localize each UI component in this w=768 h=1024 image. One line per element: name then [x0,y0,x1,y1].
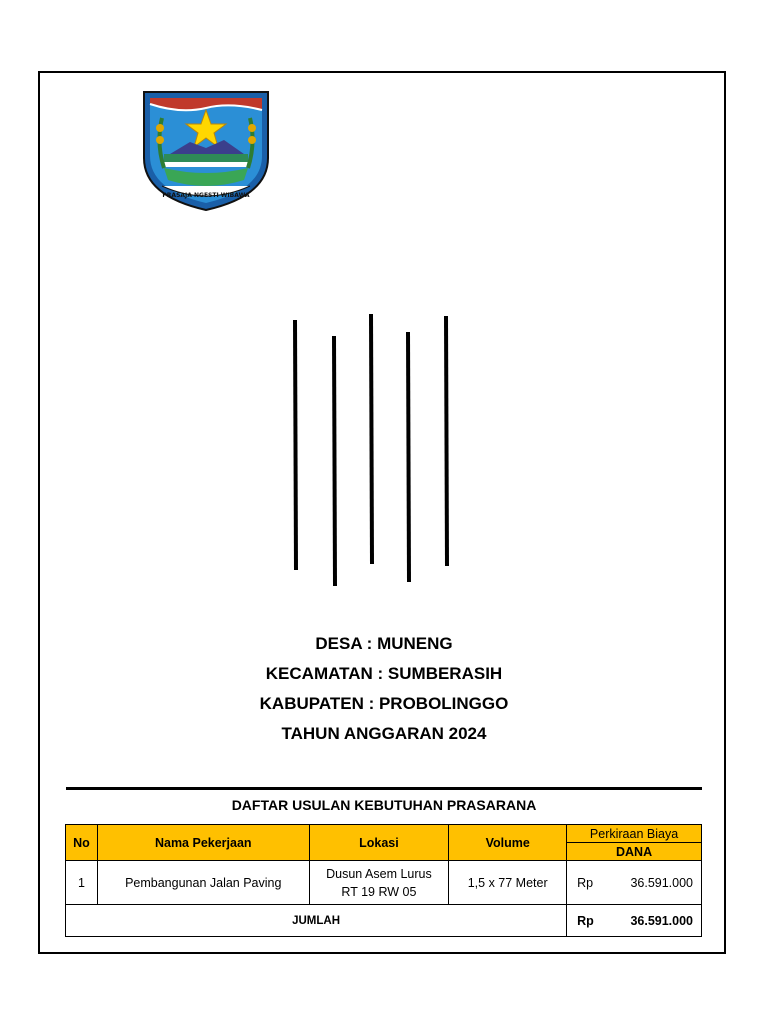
svg-text:PRASAJA NGESTI WIBAWA: PRASAJA NGESTI WIBAWA [162,192,250,199]
total-amount: 36.591.000 [630,913,693,928]
header-dana: DANA [567,843,702,861]
total-row [66,905,702,937]
header-nama-pekerjaan: Nama Pekerjaan [97,825,309,861]
regency-crest-icon [140,88,272,214]
divider-line [66,787,702,790]
row-lokasi-line2: RT 19 RW 05 [341,884,417,899]
row-currency: Rp [577,875,594,890]
row-amount: 36.591.000 [630,875,693,890]
total-dana [567,905,702,937]
row-lokasi-line1: Dusun Asem Lurus [326,866,432,881]
requirements-table [65,824,702,937]
row-no: 1 [66,861,98,905]
row-nama-pekerjaan: Pembangunan Jalan Paving [97,861,309,905]
row-dana [567,861,702,905]
header-no: No [66,825,98,861]
table-title: DAFTAR USULAN KEBUTUHAN PRASARANA [231,797,537,813]
budget-year: TAHUN ANGGARAN 2024 [281,724,487,743]
row-lokasi [309,861,449,905]
village-name: DESA : MUNENG [315,634,453,653]
table-row [66,861,702,905]
regency-name: KABUPATEN : PROBOLINGGO [259,694,509,713]
total-label: JUMLAH [66,905,567,937]
header-perkiraan-biaya: Perkiraan Biaya [567,825,702,843]
district-name: KECAMATAN : SUMBERASIH [265,664,503,683]
header-volume: Volume [449,825,567,861]
total-currency: Rp [577,913,594,928]
header-lokasi: Lokasi [309,825,449,861]
row-volume: 1,5 x 77 Meter [449,861,567,905]
